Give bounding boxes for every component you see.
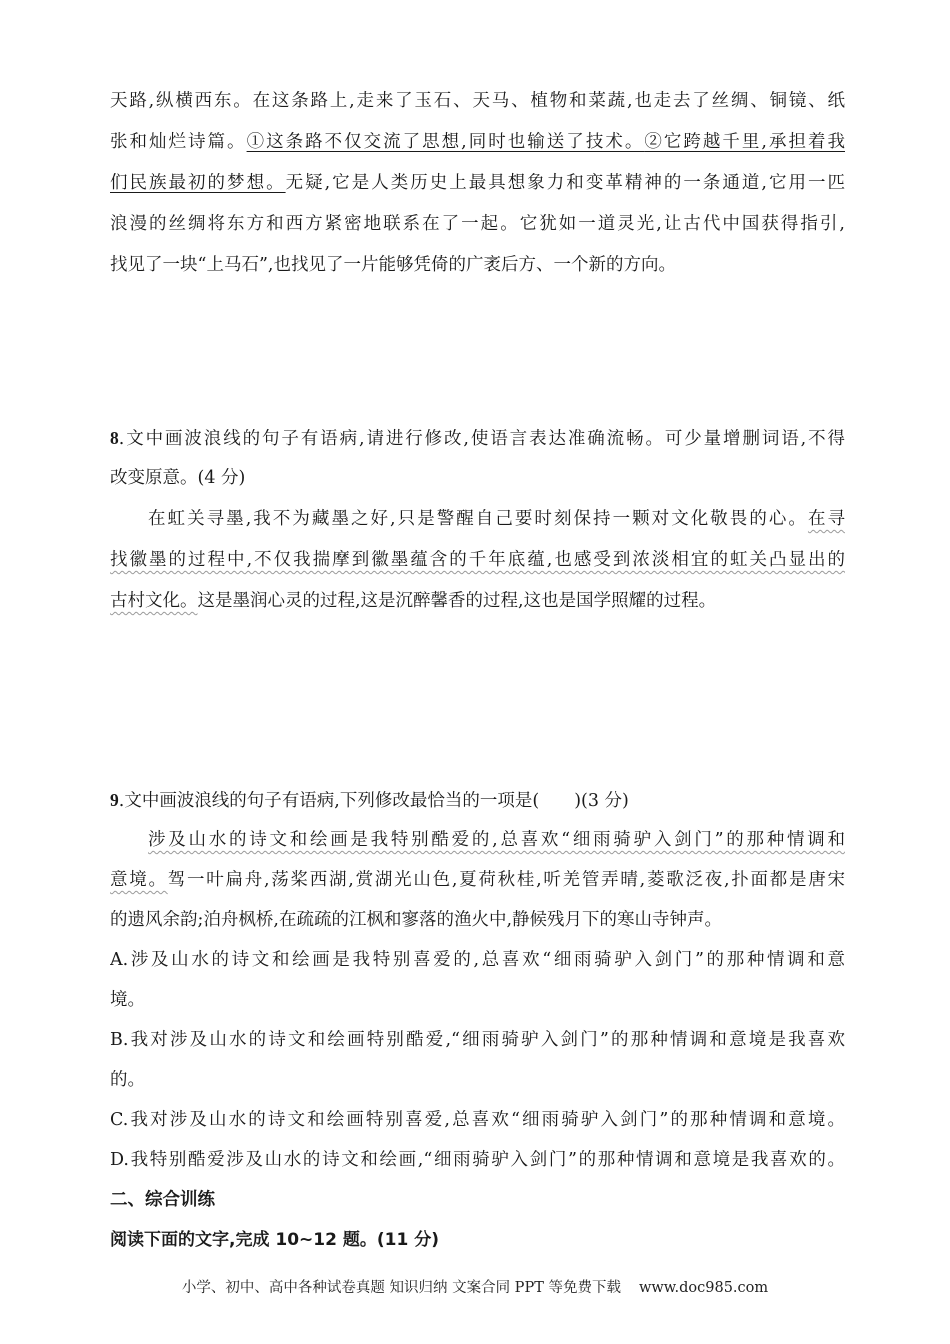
q9-text-line-1 <box>148 825 845 855</box>
q9-option-b-line-1: B.我对涉及山水的诗文和绘画特别酷爱,“细雨骑驴入剑门”的那种情调和意境是我喜欢 <box>110 1030 845 1050</box>
section-heading: 二、综合训练 <box>110 1190 215 1210</box>
underlined-sentence-2-end: 们民族最初的梦想。 <box>110 173 286 193</box>
footer-url: www.doc985.com <box>638 1280 769 1296</box>
underlined-sentence-2-start: ②它跨越千里,承担着我 <box>644 132 845 152</box>
q8-text-line-3 <box>110 586 845 616</box>
q9-option-a-line-1: A.涉及山水的诗文和绘画是我特别喜爱的,总喜欢“细雨骑驴入剑门”的那种情调和意 <box>110 950 845 970</box>
q8-prompt-line-2: 改变原意。(4 分) <box>110 468 246 488</box>
q9-prompt-text: .文中画波浪线的句子有语病,下列修改最恰当的一项是( )(3 分) <box>118 791 629 811</box>
passage-line-1: 天路,纵横西东。在这条路上,走来了玉石、天马、植物和菜蔬,也走去了丝绸、铜镜、纸 <box>110 91 845 111</box>
footer-text: 小学、初中、高中各种试卷真题 知识归纳 文案合同 PPT 等免费下载 <box>181 1280 621 1296</box>
passage-line-2 <box>110 127 845 157</box>
q9-wavy-sentence-end: 意境。 <box>110 870 168 890</box>
passage-line-3 <box>110 168 845 198</box>
q9-text-line-3: 的遗风余韵;泊舟枫桥,在疏疏的江枫和寥落的渔火中,静候残月下的寒山寺钟声。 <box>110 910 723 930</box>
q9-prompt <box>110 785 845 815</box>
q9-option-d: D.我特别酷爱涉及山水的诗文和绘画,“细雨骑驴入剑门”的那种情调和意境是我喜欢的。 <box>110 1150 845 1170</box>
q8-text-end: 这是墨润心灵的过程,这是沉醉馨香的过程,这也是国学照耀的过程。 <box>197 591 717 611</box>
q8-text-line-2 <box>110 545 845 575</box>
q9-option-b-line-2: 的。 <box>110 1070 145 1090</box>
q9-option-a-line-2: 境。 <box>110 990 145 1010</box>
section-instruction: 阅读下面的文字,完成 10~12 题。(11 分) <box>110 1230 439 1250</box>
q9-number: 9 <box>110 790 119 810</box>
q9-wavy-sentence-start: 涉及山水的诗文和绘画是我特别酷爱的,总喜欢“细雨骑驴入剑门”的那种情调和 <box>148 830 845 850</box>
q9-text-line-2 <box>110 865 845 895</box>
q8-wavy-sentence-middle: 找徽墨的过程中,不仅我揣摩到徽墨蕴含的千年底蕴,也感受到浓淡相宜的虹关凸显出的 <box>110 550 845 570</box>
q8-prompt-text: .文中画波浪线的句子有语病,请进行修改,使语言表达准确流畅。可少量增删词语,不得 <box>118 429 845 449</box>
q8-text-start: 在虹关寻墨,我不为藏墨之好,只是警醒自己要时刻保持一颗对文化敬畏的心。 <box>148 509 808 529</box>
passage-line-5: 找见了一块“上马石”,也找见了一片能够凭倚的广袤后方、一个新的方向。 <box>110 255 676 275</box>
passage-line-4: 浪漫的丝绸将东方和西方紧密地联系在了一起。它犹如一道灵光,让古代中国获得指引, <box>110 214 845 234</box>
q8-text-line-1 <box>148 504 845 534</box>
underlined-sentence-1: ①这条路不仅交流了思想,同时也输送了技术。 <box>246 132 645 152</box>
page-footer <box>0 1276 950 1300</box>
passage-line-3-rest: 无疑,它是人类历史上最具想象力和变革精神的一条通道,它用一匹 <box>285 173 845 193</box>
q9-option-c: C.我对涉及山水的诗文和绘画特别喜爱,总喜欢“细雨骑驴入剑门”的那种情调和意境。 <box>110 1110 845 1130</box>
q8-wavy-sentence-end: 古村文化。 <box>110 591 198 611</box>
q8-number: 8 <box>110 428 119 448</box>
q9-text-rest: 驾一叶扁舟,荡桨西湖,赏湖光山色,夏荷秋桂,听羌管弄晴,菱歌泛夜,扑面都是唐宋 <box>167 870 845 890</box>
q8-prompt-line-1 <box>110 423 845 453</box>
q8-wavy-sentence-start: 在寻 <box>807 509 845 529</box>
passage-line-2-start: 张和灿烂诗篇。 <box>110 132 247 152</box>
